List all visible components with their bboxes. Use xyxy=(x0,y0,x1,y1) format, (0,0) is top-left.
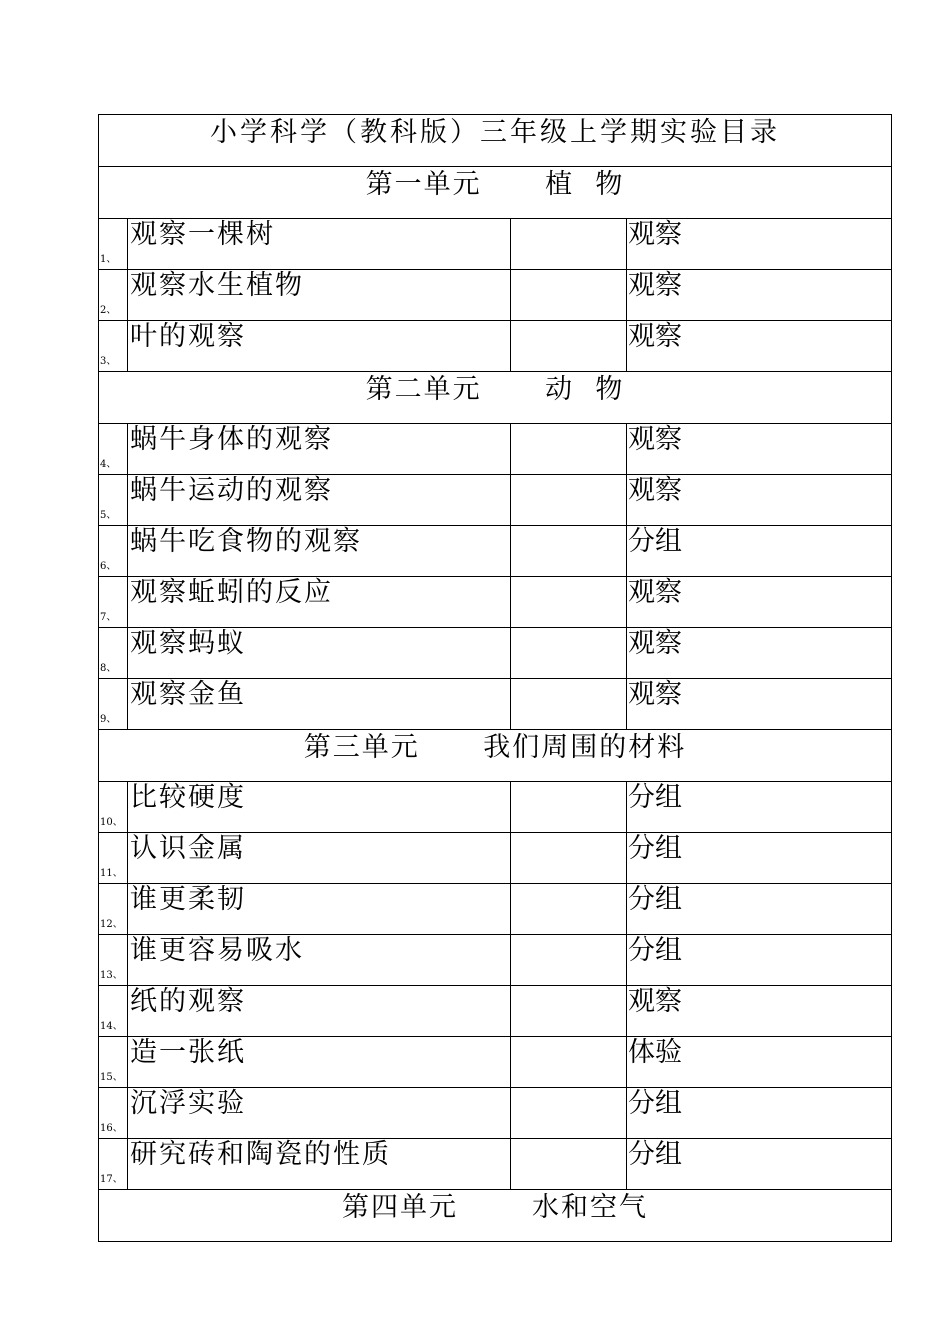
title-row xyxy=(99,115,892,167)
experiment-row xyxy=(99,679,892,730)
experiment-row xyxy=(99,321,892,372)
experiment-row xyxy=(99,1037,892,1088)
experiment-number: 10、 xyxy=(99,782,128,833)
experiment-catalog-table xyxy=(98,114,891,1228)
experiment-type: 分组 xyxy=(627,1088,892,1139)
experiment-name: 比较硬度 xyxy=(128,782,511,833)
experiment-row xyxy=(99,270,892,321)
experiment-type: 观察 xyxy=(627,986,892,1037)
blank-cell xyxy=(511,577,627,628)
experiment-number: 5、 xyxy=(99,475,128,526)
experiment-row xyxy=(99,219,892,270)
experiment-number: 3、 xyxy=(99,321,128,372)
experiment-row xyxy=(99,986,892,1037)
experiment-type: 分组 xyxy=(627,833,892,884)
experiment-type: 体验 xyxy=(627,1037,892,1088)
experiment-name: 蜗牛运动的观察 xyxy=(128,475,511,526)
experiment-type: 分组 xyxy=(627,1139,892,1190)
experiment-row xyxy=(99,475,892,526)
blank-cell xyxy=(511,628,627,679)
blank-cell xyxy=(511,424,627,475)
experiment-name: 观察水生植物 xyxy=(128,270,511,321)
experiment-name: 沉浮实验 xyxy=(128,1088,511,1139)
experiment-number: 8、 xyxy=(99,628,128,679)
experiment-type: 观察 xyxy=(627,424,892,475)
unit-heading-row xyxy=(99,167,892,219)
experiment-row xyxy=(99,577,892,628)
unit-heading: 第二单元 动 物 xyxy=(99,372,892,424)
page-title: 小学科学（教科版）三年级上学期实验目录 xyxy=(99,115,892,167)
experiment-row xyxy=(99,526,892,577)
experiment-row xyxy=(99,628,892,679)
experiment-type: 分组 xyxy=(627,935,892,986)
experiment-number: 17、 xyxy=(99,1139,128,1190)
blank-cell xyxy=(511,219,627,270)
experiment-type: 观察 xyxy=(627,475,892,526)
experiment-number: 9、 xyxy=(99,679,128,730)
blank-cell xyxy=(511,833,627,884)
experiment-name: 谁更柔韧 xyxy=(128,884,511,935)
blank-cell xyxy=(511,526,627,577)
unit-heading: 第四单元 水和空气 xyxy=(99,1190,892,1242)
blank-cell xyxy=(511,475,627,526)
experiment-name: 造一张纸 xyxy=(128,1037,511,1088)
experiment-name: 纸的观察 xyxy=(128,986,511,1037)
unit-heading-row xyxy=(99,1190,892,1242)
experiment-number: 4、 xyxy=(99,424,128,475)
experiment-name: 谁更容易吸水 xyxy=(128,935,511,986)
experiment-row xyxy=(99,782,892,833)
blank-cell xyxy=(511,1037,627,1088)
experiment-name: 观察金鱼 xyxy=(128,679,511,730)
unit-heading: 第一单元 植 物 xyxy=(99,167,892,219)
experiment-type: 观察 xyxy=(627,219,892,270)
experiment-number: 15、 xyxy=(99,1037,128,1088)
experiment-name: 蜗牛吃食物的观察 xyxy=(128,526,511,577)
catalog-table xyxy=(98,114,892,1242)
blank-cell xyxy=(511,782,627,833)
blank-cell xyxy=(511,321,627,372)
blank-cell xyxy=(511,679,627,730)
experiment-type: 分组 xyxy=(627,884,892,935)
blank-cell xyxy=(511,1139,627,1190)
experiment-number: 2、 xyxy=(99,270,128,321)
unit-heading-row xyxy=(99,730,892,782)
unit-heading-row xyxy=(99,372,892,424)
experiment-number: 1、 xyxy=(99,219,128,270)
experiment-type: 分组 xyxy=(627,782,892,833)
experiment-row xyxy=(99,1139,892,1190)
blank-cell xyxy=(511,986,627,1037)
experiment-name: 蜗牛身体的观察 xyxy=(128,424,511,475)
blank-cell xyxy=(511,935,627,986)
experiment-number: 12、 xyxy=(99,884,128,935)
experiment-type: 观察 xyxy=(627,270,892,321)
experiment-name: 研究砖和陶瓷的性质 xyxy=(128,1139,511,1190)
blank-cell xyxy=(511,270,627,321)
experiment-row xyxy=(99,424,892,475)
experiment-name: 观察蚂蚁 xyxy=(128,628,511,679)
experiment-row xyxy=(99,935,892,986)
experiment-type: 观察 xyxy=(627,628,892,679)
experiment-number: 13、 xyxy=(99,935,128,986)
blank-cell xyxy=(511,884,627,935)
experiment-type: 观察 xyxy=(627,321,892,372)
experiment-type: 分组 xyxy=(627,526,892,577)
experiment-type: 观察 xyxy=(627,679,892,730)
blank-cell xyxy=(511,1088,627,1139)
experiment-number: 7、 xyxy=(99,577,128,628)
experiment-number: 6、 xyxy=(99,526,128,577)
experiment-number: 14、 xyxy=(99,986,128,1037)
experiment-row xyxy=(99,1088,892,1139)
experiment-row xyxy=(99,884,892,935)
experiment-number: 11、 xyxy=(99,833,128,884)
experiment-type: 观察 xyxy=(627,577,892,628)
experiment-name: 叶的观察 xyxy=(128,321,511,372)
experiment-row xyxy=(99,833,892,884)
experiment-number: 16、 xyxy=(99,1088,128,1139)
unit-heading: 第三单元 我们周围的材料 xyxy=(99,730,892,782)
experiment-name: 观察蚯蚓的反应 xyxy=(128,577,511,628)
experiment-name: 认识金属 xyxy=(128,833,511,884)
experiment-name: 观察一棵树 xyxy=(128,219,511,270)
